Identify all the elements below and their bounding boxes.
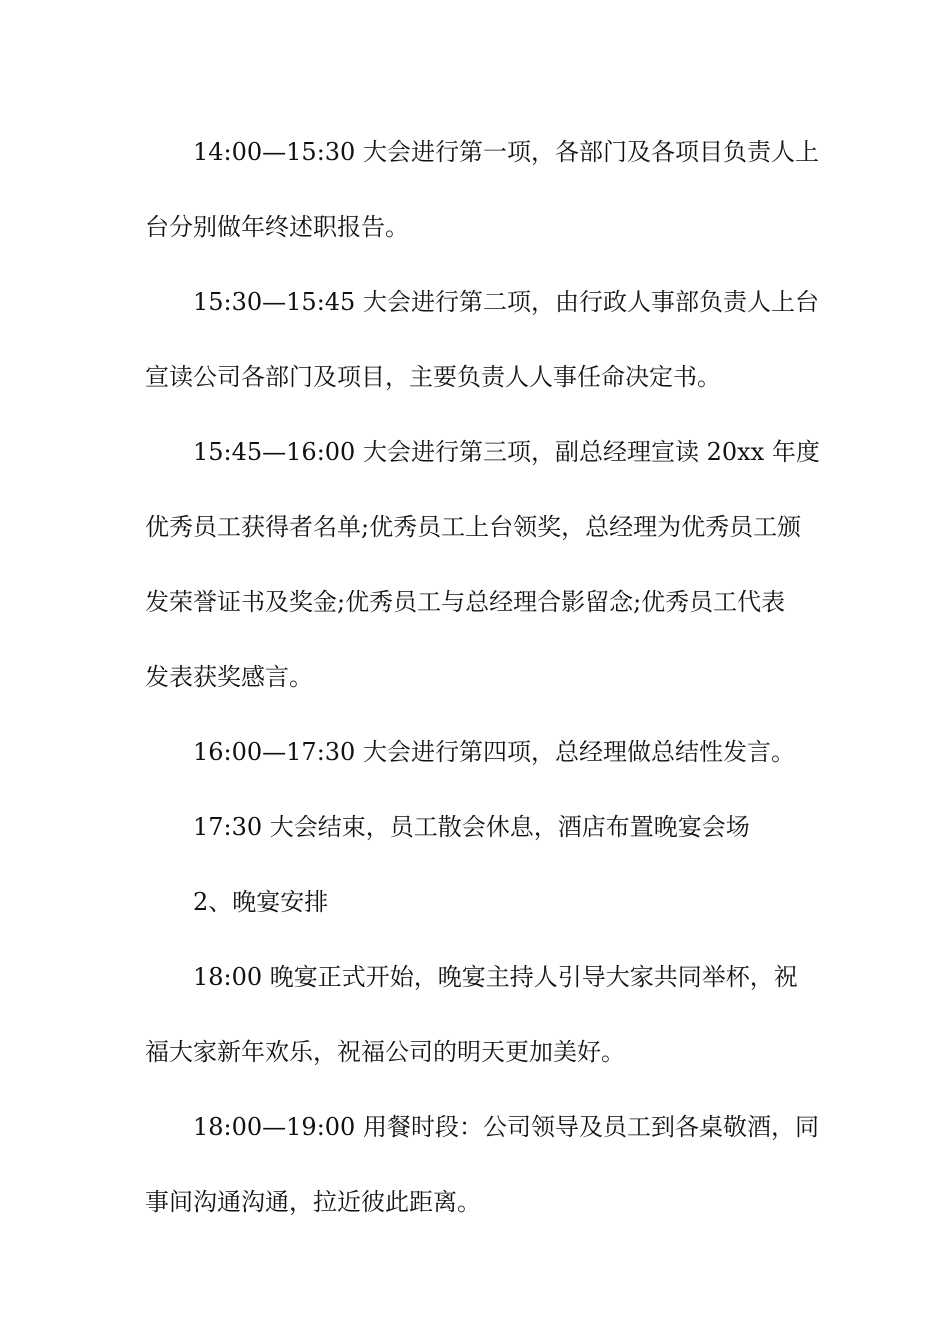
paragraph-line: 事间沟通沟通，拉近彼此距离。: [145, 1188, 481, 1216]
paragraph-line: 宣读公司各部门及项目，主要负责人人事任命决定书。: [145, 363, 721, 391]
paragraph-line: 16:00—17:30 大会进行第四项，总经理做总结性发言。: [193, 738, 795, 766]
paragraph-line: 15:45—16:00 大会进行第三项，副总经理宣读 20xx 年度: [193, 438, 820, 466]
section-heading: 2、晚宴安排: [193, 888, 329, 916]
paragraph-line: 发表获奖感言。: [145, 663, 313, 691]
paragraph-line: 发荣誉证书及奖金;优秀员工与总经理合影留念;优秀员工代表: [145, 588, 786, 616]
paragraph-line: 优秀员工获得者名单;优秀员工上台领奖，总经理为优秀员工颁: [145, 513, 802, 541]
paragraph-line: 福大家新年欢乐，祝福公司的明天更加美好。: [145, 1038, 625, 1066]
paragraph-line: 15:30—15:45 大会进行第二项，由行政人事部负责人上台: [193, 288, 819, 316]
paragraph-line: 14:00—15:30 大会进行第一项，各部门及各项目负责人上: [193, 138, 819, 166]
paragraph-line: 18:00 晚宴正式开始，晚宴主持人引导大家共同举杯，祝: [193, 963, 798, 991]
paragraph-line: 17:30 大会结束，员工散会休息，酒店布置晚宴会场: [193, 813, 750, 841]
paragraph-line: 台分别做年终述职报告。: [145, 213, 409, 241]
paragraph-line: 18:00—19:00 用餐时段：公司领导及员工到各桌敬酒，同: [193, 1113, 819, 1141]
